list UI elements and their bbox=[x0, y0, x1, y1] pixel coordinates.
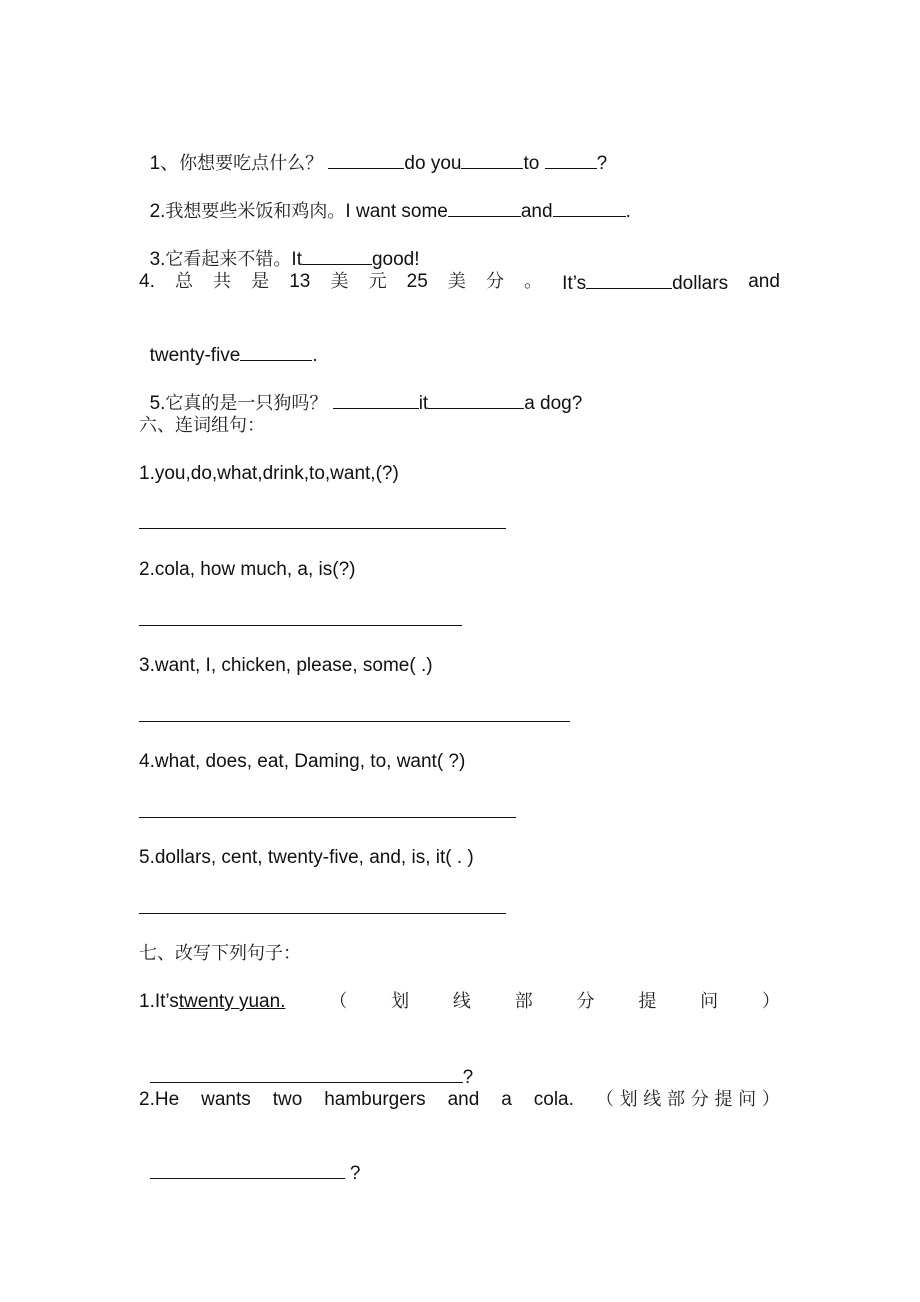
item-number: 1、 bbox=[149, 153, 180, 174]
number: 25 bbox=[406, 271, 428, 292]
blank bbox=[586, 270, 672, 289]
fill-item-3 bbox=[139, 222, 420, 272]
reorder-item-3: 3.want, I, chicken, please, some( .) bbox=[139, 655, 433, 676]
word: two bbox=[272, 1089, 303, 1110]
blank bbox=[448, 198, 521, 217]
text: ? bbox=[344, 1163, 361, 1184]
text: . bbox=[312, 345, 318, 366]
text: ? bbox=[596, 153, 608, 174]
reorder-item-2: 2.cola, how much, a, is(?) bbox=[139, 559, 356, 580]
chinese-char: 共 bbox=[213, 271, 232, 292]
word: hamburgers bbox=[324, 1089, 426, 1110]
chinese-char: 美 bbox=[330, 271, 349, 292]
item-number: 5. bbox=[149, 393, 166, 414]
sentence bbox=[139, 990, 285, 1014]
word: wants bbox=[201, 1089, 251, 1110]
text: do you bbox=[404, 153, 462, 174]
answer-line-4 bbox=[139, 817, 516, 818]
fill-item-4 bbox=[139, 270, 780, 296]
blank bbox=[328, 150, 404, 169]
text: It’s bbox=[562, 273, 587, 294]
answer-line-5 bbox=[139, 913, 506, 914]
chinese-char: 是 bbox=[251, 271, 270, 292]
blank bbox=[333, 390, 419, 409]
rewrite-answer-1 bbox=[139, 1040, 473, 1090]
fill-item-4-continued bbox=[139, 318, 318, 368]
answer-line-3 bbox=[139, 721, 570, 722]
answer-blank bbox=[150, 1160, 345, 1179]
chinese-prompt: 它看起来不错。 bbox=[165, 249, 292, 270]
item-number: 3. bbox=[149, 249, 166, 270]
text: to bbox=[523, 153, 545, 174]
text: a dog? bbox=[524, 393, 583, 414]
answer-line-2 bbox=[139, 625, 462, 626]
chinese-char: 分 bbox=[485, 271, 504, 292]
hint: （ 划 线 部 分 提 问 ） bbox=[595, 1089, 780, 1110]
hint-char: 部 bbox=[514, 991, 533, 1012]
blank bbox=[240, 342, 312, 361]
text: and bbox=[520, 201, 553, 222]
blank bbox=[461, 150, 523, 169]
text: and bbox=[748, 271, 780, 292]
reorder-item-4: 4.what, does, eat, Daming, to, want( ?) bbox=[139, 751, 466, 772]
fill-item-5 bbox=[139, 366, 582, 416]
text: good! bbox=[371, 249, 420, 270]
word: cola. bbox=[533, 1089, 574, 1110]
underlined-part: twenty yuan. bbox=[178, 991, 286, 1012]
text: 1.It’s bbox=[139, 991, 179, 1012]
text: I want some bbox=[345, 201, 448, 222]
hint-char: 提 bbox=[638, 991, 657, 1012]
section-6-title: 六、连词组句： bbox=[139, 415, 265, 436]
chinese-char: 元 bbox=[368, 271, 387, 292]
blank bbox=[545, 150, 597, 169]
reorder-item-1: 1.you,do,what,drink,to,want,(?) bbox=[139, 463, 399, 484]
answer-line-1 bbox=[139, 528, 506, 529]
word: and bbox=[447, 1089, 480, 1110]
hint-char: 问 bbox=[700, 991, 719, 1012]
number: 13 bbox=[289, 271, 311, 292]
word: 2.He bbox=[139, 1089, 180, 1110]
item-number: 2. bbox=[149, 201, 166, 222]
rewrite-item-2 bbox=[139, 1088, 780, 1112]
answer-blank bbox=[150, 1064, 463, 1083]
chinese-prompt: 我想要些米饭和鸡肉。 bbox=[165, 201, 346, 222]
chinese-prompt: 你想要吃点什么？ bbox=[179, 153, 324, 174]
fill-item-1 bbox=[139, 126, 607, 176]
blank bbox=[302, 246, 372, 265]
text: twenty-five bbox=[149, 345, 241, 366]
rewrite-answer-2 bbox=[139, 1136, 360, 1186]
text: ? bbox=[462, 1067, 474, 1088]
reorder-item-5: 5.dollars, cent, twenty-five, and, is, it( . ) bbox=[139, 847, 474, 868]
word: a bbox=[501, 1089, 512, 1110]
hint-char: 划 bbox=[391, 991, 410, 1012]
rewrite-item-1 bbox=[139, 990, 780, 1014]
chinese-char: 总 bbox=[174, 271, 193, 292]
chinese-char: 。 bbox=[524, 271, 543, 292]
text: . bbox=[625, 201, 631, 222]
item-number: 4. bbox=[139, 271, 155, 292]
its-blank-dollars bbox=[562, 270, 728, 296]
hint-char: ） bbox=[761, 991, 780, 1012]
hint-char: （ bbox=[329, 991, 348, 1012]
chinese-prompt: 它真的是一只狗吗？ bbox=[165, 393, 328, 414]
blank bbox=[428, 390, 524, 409]
section-7-title: 七、改写下列句子： bbox=[139, 943, 301, 964]
text: It bbox=[291, 249, 302, 270]
text: dollars bbox=[672, 273, 729, 294]
hint-char: 分 bbox=[576, 991, 595, 1012]
text: it bbox=[418, 393, 429, 414]
hint-char: 线 bbox=[452, 991, 471, 1012]
blank bbox=[553, 198, 626, 217]
fill-item-2 bbox=[139, 174, 631, 224]
chinese-char: 美 bbox=[447, 271, 466, 292]
